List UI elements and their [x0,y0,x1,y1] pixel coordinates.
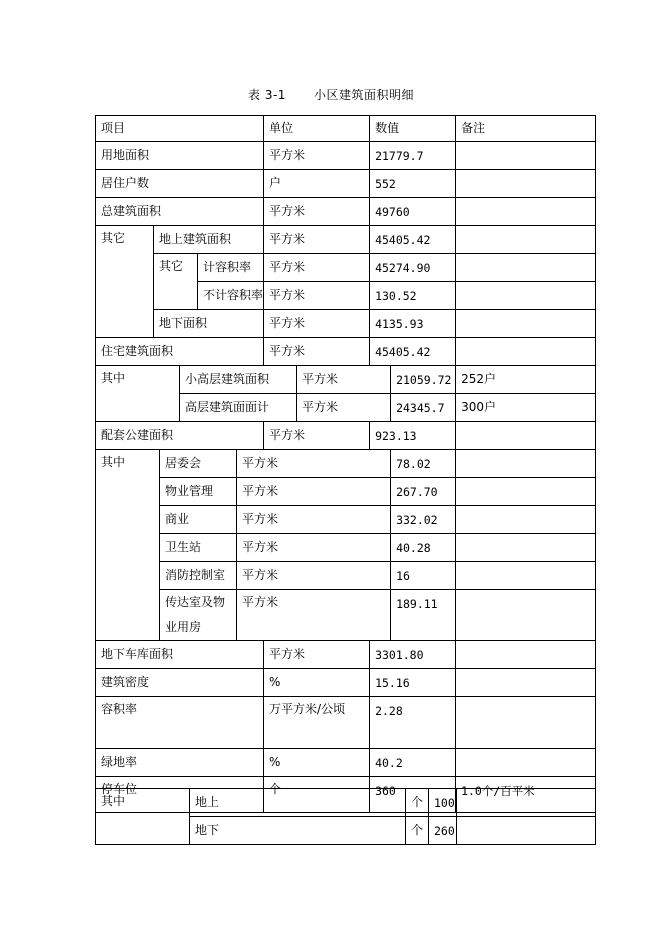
row-value: 552 [370,170,456,198]
group-label: 其中 [96,450,160,641]
row-value: 49760 [370,198,456,226]
row-value: 45405.42 [370,338,456,366]
row-unit: % [264,749,370,777]
row-note [456,142,596,170]
row-note [456,641,596,669]
row-value: 189.11 [391,590,456,641]
row-note [457,817,596,845]
table-title: 小区建筑面积明细 [313,88,414,102]
header-value: 数值 [370,116,456,142]
row-note [456,590,596,641]
row-unit: 平方米 [237,590,391,641]
row-unit: 平方米 [237,562,391,590]
row-unit: 平方米 [264,142,370,170]
table-row [96,254,596,282]
row-unit: % [264,669,370,697]
row-unit: 平方米 [237,506,391,534]
row-label: 计容积率 [198,254,264,282]
row-label: 总建筑面积 [96,198,264,226]
row-note [456,669,596,697]
row-unit: 户 [264,170,370,198]
row-note [456,749,596,777]
row-note [456,534,596,562]
table-row [96,310,596,338]
row-label: 配套公建面积 [96,422,264,450]
row-note [456,422,596,450]
row-note [456,562,596,590]
header-unit: 单位 [264,116,370,142]
table-row [96,749,596,777]
row-value: 332.02 [391,506,456,534]
table-row [96,789,596,817]
row-label: 地下面积 [154,310,264,338]
building-area-table [95,115,596,813]
row-note [456,282,596,310]
table-row [96,226,596,254]
table-row [96,422,596,450]
table-number: 表 3-1 [248,88,286,102]
row-value: 15.16 [370,669,456,697]
row-note [456,254,596,282]
row-label: 地上 [190,789,406,817]
row-unit: 个 [264,777,370,813]
row-label: 卫生站 [160,534,237,562]
table-row [96,534,596,562]
row-unit: 平方米 [264,226,370,254]
row-label: 消防控制室 [160,562,237,590]
row-value: 360 [370,777,456,813]
row-note: 300户 [456,394,596,422]
row-unit: 平方米 [264,338,370,366]
table-row [96,142,596,170]
row-label: 住宅建筑面积 [96,338,264,366]
row-label: 绿地率 [96,749,264,777]
row-value: 21779.7 [370,142,456,170]
row-unit: 平方米 [264,310,370,338]
table-row [96,506,596,534]
row-unit: 平方米 [264,422,370,450]
row-label: 高层建筑面面计 [180,394,297,422]
row-note [456,310,596,338]
table-row [96,562,596,590]
row-label: 物业管理 [160,478,237,506]
table-row [96,170,596,198]
row-label: 传达室及物业用房 [160,590,237,641]
row-value: 4135.93 [370,310,456,338]
row-note [456,226,596,254]
row-note: 1.0个/百平米 [456,777,596,813]
row-unit: 平方米 [264,254,370,282]
row-note [456,198,596,226]
header-item: 项目 [96,116,264,142]
row-label: 地下车库面积 [96,641,264,669]
row-unit: 平方米 [264,198,370,226]
row-value: 267.70 [391,478,456,506]
row-note: 252户 [456,366,596,394]
row-label: 地下 [190,817,406,845]
table-row [96,198,596,226]
row-unit: 平方米 [297,366,391,394]
row-value: 40.2 [370,749,456,777]
row-value: 24345.7 [391,394,456,422]
row-value: 100 [429,789,457,817]
row-label: 地上建筑面积 [154,226,264,254]
table-row [96,366,596,394]
row-note [456,478,596,506]
table-row [96,338,596,366]
row-label: 建筑密度 [96,669,264,697]
table-caption [0,86,662,103]
row-unit: 平方米 [264,282,370,310]
row-value: 16 [391,562,456,590]
group-label: 其中 [96,366,180,422]
row-unit: 平方米 [237,450,391,478]
row-label: 容积率 [96,697,264,749]
row-label: 居住户数 [96,170,264,198]
parking-subtable [95,788,596,845]
row-value: 3301.80 [370,641,456,669]
row-unit: 平方米 [237,478,391,506]
row-note [456,697,596,749]
row-label: 用地面积 [96,142,264,170]
table-row [96,450,596,478]
row-note [456,338,596,366]
row-value: 923.13 [370,422,456,450]
header-row [96,116,596,142]
row-value: 130.52 [370,282,456,310]
row-label: 居委会 [160,450,237,478]
row-note [457,789,596,817]
row-note [456,506,596,534]
row-value: 2.28 [370,697,456,749]
row-unit: 平方米 [297,394,391,422]
table-row [96,478,596,506]
group-label: 其中 [96,789,190,845]
row-label: 不计容积率 [198,282,264,310]
row-note [456,170,596,198]
row-unit: 万平方米/公顷 [264,697,370,749]
row-unit: 平方米 [237,534,391,562]
row-label: 商业 [160,506,237,534]
row-note [456,450,596,478]
table-row [96,641,596,669]
row-value: 40.28 [391,534,456,562]
header-note: 备注 [456,116,596,142]
row-unit: 个 [406,817,429,845]
row-value: 45274.90 [370,254,456,282]
row-label: 小高层建筑面积 [180,366,297,394]
row-label: 停车位 [96,777,264,813]
row-value: 260 [429,817,457,845]
row-value: 21059.72 [391,366,456,394]
subgroup-label: 其它 [154,254,198,310]
group-label: 其它 [96,226,154,338]
row-value: 45405.42 [370,226,456,254]
table-row [96,669,596,697]
row-unit: 平方米 [264,641,370,669]
row-value: 78.02 [391,450,456,478]
row-unit: 个 [406,789,429,817]
table-row [96,697,596,749]
